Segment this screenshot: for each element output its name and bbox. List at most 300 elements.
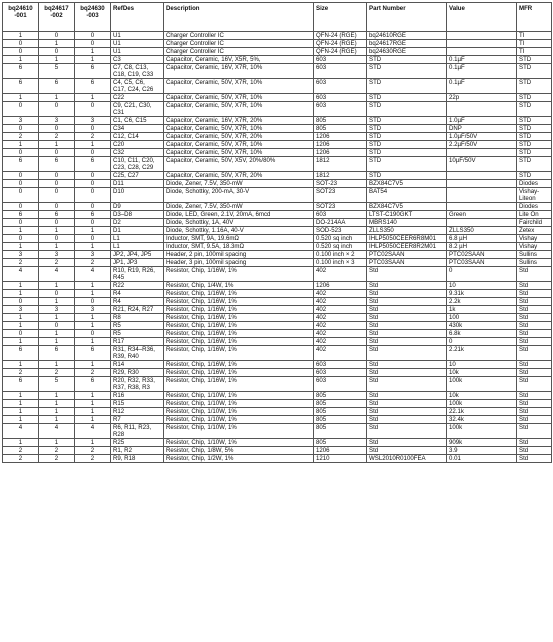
size-cell: QFN-24 (RGE) (314, 32, 367, 40)
table-row (3, 424, 552, 439)
qty-bq24617-cell: 2 (39, 447, 75, 455)
mfr-cell: Std (517, 439, 552, 447)
qty-bq24617-cell: 2 (39, 455, 75, 463)
part-number-cell: Std (367, 400, 447, 408)
table-row (3, 172, 552, 180)
qty-bq24610-cell: 1 (3, 290, 39, 298)
qty-bq24617-cell: 1 (39, 314, 75, 322)
mfr-cell: STD (517, 149, 552, 157)
table-row (3, 306, 552, 314)
description-cell: Capacitor, Ceramic, 16V, X7R, 20% (164, 117, 314, 125)
description-cell: Resistor, Chip, 1/10W, 1% (164, 392, 314, 400)
qty-bq24610-cell: 1 (3, 361, 39, 369)
mfr-cell: Std (517, 377, 552, 392)
value-cell: 6.8k (447, 330, 517, 338)
mfr-cell: Std (517, 416, 552, 424)
refdes-cell: C34 (111, 125, 164, 133)
description-cell: Diode, Schottky, 1A, 40V (164, 219, 314, 227)
qty-bq24630-cell: 1 (75, 408, 111, 416)
description-cell: Capacitor, Ceramic, 50V, X7R, 20% (164, 133, 314, 141)
qty-bq24610-cell: 1 (3, 243, 39, 251)
table-row (3, 157, 552, 172)
part-number-cell: STD (367, 56, 447, 64)
size-cell: 1206 (314, 141, 367, 149)
description-cell: Resistor, Chip, 1/10W, 1% (164, 439, 314, 447)
description-cell: Inductor, SMT, 9A, 19.6mΩ (164, 235, 314, 243)
refdes-cell: C4, C5, C6, C17, C24, C26 (111, 79, 164, 94)
qty-bq24617-cell: 0 (39, 48, 75, 56)
mfr-cell: TI (517, 40, 552, 48)
mfr-cell: Std (517, 346, 552, 361)
qty-bq24630-cell: 0 (75, 102, 111, 117)
refdes-cell: L1 (111, 243, 164, 251)
description-cell: Diode, Schottky, 1.16A, 40-V (164, 227, 314, 235)
table-row (3, 102, 552, 117)
qty-bq24610-cell: 1 (3, 338, 39, 346)
refdes-cell: R16 (111, 392, 164, 400)
qty-bq24610-cell: 0 (3, 298, 39, 306)
refdes-cell: JP1, JP3 (111, 259, 164, 267)
mfr-cell: Std (517, 306, 552, 314)
qty-bq24630-cell: 0 (75, 40, 111, 48)
table-row (3, 56, 552, 64)
size-cell: 603 (314, 79, 367, 94)
mfr-cell: STD (517, 56, 552, 64)
part-number-cell: IHLP5050CEER6R8M01 (367, 235, 447, 243)
qty-bq24610-cell: 2 (3, 369, 39, 377)
table-row (3, 40, 552, 48)
header-cell-value: Value (447, 3, 517, 32)
qty-bq24630-cell: 0 (75, 235, 111, 243)
mfr-cell: STD (517, 64, 552, 79)
qty-bq24610-cell: 0 (3, 40, 39, 48)
table-row (3, 361, 552, 369)
qty-bq24630-cell: 0 (75, 125, 111, 133)
qty-bq24617-cell: 0 (39, 172, 75, 180)
mfr-cell: Std (517, 392, 552, 400)
value-cell: 430k (447, 322, 517, 330)
refdes-cell: D1 (111, 227, 164, 235)
qty-bq24630-cell: 4 (75, 424, 111, 439)
value-cell: 100 (447, 314, 517, 322)
refdes-cell: R14 (111, 361, 164, 369)
mfr-cell: Vishay-Liteon (517, 188, 552, 203)
mfr-cell: Lite On (517, 211, 552, 219)
mfr-cell: STD (517, 157, 552, 172)
refdes-cell: R1, R2 (111, 447, 164, 455)
mfr-cell: Std (517, 290, 552, 298)
description-cell: Resistor, Chip, 1/16W, 1% (164, 306, 314, 314)
part-number-cell: WSL2010R0100FEA (367, 455, 447, 463)
part-number-cell: IHLP5050CEER8R2M01 (367, 243, 447, 251)
table-row (3, 94, 552, 102)
size-cell: 1812 (314, 172, 367, 180)
value-cell: 0.01 (447, 455, 517, 463)
part-number-cell: STD (367, 133, 447, 141)
qty-bq24610-cell: 0 (3, 180, 39, 188)
qty-bq24630-cell: 1 (75, 314, 111, 322)
description-cell: Diode, Zener, 7.5V, 350-mW (164, 180, 314, 188)
qty-bq24610-cell: 1 (3, 439, 39, 447)
refdes-cell: R5 (111, 322, 164, 330)
qty-bq24630-cell: 0 (75, 180, 111, 188)
table-row (3, 408, 552, 416)
size-cell: 0.100 inch × 3 (314, 259, 367, 267)
table-row (3, 314, 552, 322)
mfr-cell: Vishay (517, 243, 552, 251)
description-cell: Capacitor, Ceramic, 16V, X5R, 5%, (164, 56, 314, 64)
mfr-cell: Std (517, 424, 552, 439)
description-cell: Capacitor, Ceramic, 50V, X7R, 10% (164, 102, 314, 117)
size-cell: 402 (314, 314, 367, 322)
size-cell: 603 (314, 64, 367, 79)
mfr-cell: TI (517, 32, 552, 40)
value-cell: DNP (447, 125, 517, 133)
qty-bq24617-cell: 2 (39, 133, 75, 141)
qty-bq24610-cell: 6 (3, 377, 39, 392)
part-number-cell: STD (367, 102, 447, 117)
table-row (3, 117, 552, 125)
value-cell: 0 (447, 338, 517, 346)
qty-bq24630-cell: 0 (75, 188, 111, 203)
refdes-cell: R6, R11, R23, R28 (111, 424, 164, 439)
qty-bq24610-cell: 1 (3, 392, 39, 400)
qty-bq24610-cell: 6 (3, 79, 39, 94)
qty-bq24617-cell: 2 (39, 259, 75, 267)
mfr-cell: Std (517, 369, 552, 377)
qty-bq24610-cell: 1 (3, 416, 39, 424)
value-cell: 100k (447, 424, 517, 439)
description-cell: Charger Controller IC (164, 48, 314, 56)
qty-bq24630-cell: 6 (75, 157, 111, 172)
qty-bq24617-cell: 5 (39, 64, 75, 79)
refdes-cell: D9 (111, 203, 164, 211)
value-cell: 10k (447, 369, 517, 377)
qty-bq24617-cell: 6 (39, 157, 75, 172)
part-number-cell: PTC02SAAN (367, 251, 447, 259)
size-cell: 603 (314, 102, 367, 117)
mfr-cell: STD (517, 125, 552, 133)
size-cell: SOT23 (314, 203, 367, 211)
qty-bq24617-cell: 1 (39, 227, 75, 235)
qty-bq24610-cell: 0 (3, 125, 39, 133)
table-row (3, 392, 552, 400)
table-row (3, 32, 552, 40)
value-cell (447, 32, 517, 40)
table-row (3, 267, 552, 282)
qty-bq24630-cell: 0 (75, 149, 111, 157)
part-number-cell: STD (367, 125, 447, 133)
qty-bq24617-cell: 1 (39, 439, 75, 447)
size-cell: 603 (314, 94, 367, 102)
part-number-cell: STD (367, 117, 447, 125)
qty-bq24610-cell: 1 (3, 408, 39, 416)
qty-bq24610-cell: 3 (3, 306, 39, 314)
table-row (3, 322, 552, 330)
header-cell-part-number: Part Number (367, 3, 447, 32)
refdes-cell: C20 (111, 141, 164, 149)
qty-bq24630-cell: 0 (75, 203, 111, 211)
table-row (3, 251, 552, 259)
qty-bq24630-cell: 0 (75, 172, 111, 180)
qty-bq24630-cell: 6 (75, 377, 111, 392)
qty-bq24617-cell: 0 (39, 235, 75, 243)
value-cell: 0.1µF (447, 56, 517, 64)
description-cell: Diode, Zener, 7.5V, 350-mW (164, 203, 314, 211)
qty-bq24617-cell: 1 (39, 338, 75, 346)
mfr-cell: STD (517, 141, 552, 149)
refdes-cell: R9, R18 (111, 455, 164, 463)
size-cell: 603 (314, 369, 367, 377)
table-row (3, 369, 552, 377)
table-row (3, 338, 552, 346)
description-cell: Resistor, Chip, 1/4W, 1% (164, 282, 314, 290)
qty-bq24630-cell: 1 (75, 416, 111, 424)
qty-bq24617-cell: 0 (39, 125, 75, 133)
description-cell: Capacitor, Ceramic, 50V, X7R, 10% (164, 125, 314, 133)
refdes-cell: D10 (111, 188, 164, 203)
refdes-cell: JP2, JP4, JP5 (111, 251, 164, 259)
description-cell: Resistor, Chip, 1/16W, 1% (164, 338, 314, 346)
size-cell: 603 (314, 361, 367, 369)
qty-bq24617-cell: 1 (39, 330, 75, 338)
qty-bq24630-cell: 1 (75, 243, 111, 251)
part-number-cell: Std (367, 330, 447, 338)
part-number-cell: STD (367, 64, 447, 79)
table-row (3, 79, 552, 94)
refdes-cell: U1 (111, 32, 164, 40)
part-number-cell: Std (367, 282, 447, 290)
qty-bq24617-cell: 6 (39, 211, 75, 219)
size-cell: 805 (314, 392, 367, 400)
value-cell: 0 (447, 267, 517, 282)
qty-bq24617-cell: 4 (39, 424, 75, 439)
value-cell: 2.2k (447, 298, 517, 306)
value-cell: ZLLS350 (447, 227, 517, 235)
size-cell: SOD-523 (314, 227, 367, 235)
table-row (3, 243, 552, 251)
refdes-cell: R20, R32, R33, R37, R38, R3 (111, 377, 164, 392)
qty-bq24610-cell: 2 (3, 447, 39, 455)
qty-bq24610-cell: 0 (3, 102, 39, 117)
table-row (3, 64, 552, 79)
mfr-cell: Std (517, 330, 552, 338)
qty-bq24610-cell: 6 (3, 346, 39, 361)
size-cell: SOT23 (314, 188, 367, 203)
refdes-cell: D11 (111, 180, 164, 188)
qty-bq24610-cell: 1 (3, 227, 39, 235)
qty-bq24617-cell: 0 (39, 203, 75, 211)
mfr-cell: STD (517, 102, 552, 117)
qty-bq24630-cell: 0 (75, 298, 111, 306)
size-cell: 603 (314, 211, 367, 219)
size-cell: 603 (314, 377, 367, 392)
qty-bq24630-cell: 1 (75, 338, 111, 346)
header-cell-bq24617: bq24617 -002 (39, 3, 75, 32)
part-number-cell: BZX84C7V5 (367, 203, 447, 211)
part-number-cell: Std (367, 306, 447, 314)
qty-bq24610-cell: 0 (3, 330, 39, 338)
size-cell: SOT-23 (314, 180, 367, 188)
table-row (3, 235, 552, 243)
header-cell-bq24630: bq24630 -003 (75, 3, 111, 32)
header-cell-mfr: MFR (517, 3, 552, 32)
qty-bq24630-cell: 1 (75, 361, 111, 369)
value-cell: 0.1µF (447, 64, 517, 79)
mfr-cell: Std (517, 408, 552, 416)
qty-bq24630-cell: 1 (75, 400, 111, 408)
part-number-cell: Std (367, 439, 447, 447)
refdes-cell: R22 (111, 282, 164, 290)
refdes-cell: R5 (111, 330, 164, 338)
mfr-cell: Std (517, 455, 552, 463)
description-cell: Resistor, Chip, 1/10W, 1% (164, 400, 314, 408)
table-row (3, 48, 552, 56)
size-cell: 402 (314, 330, 367, 338)
header-row (3, 3, 552, 32)
refdes-cell: C10, C11, C20, C23, C28, C29 (111, 157, 164, 172)
description-cell: Capacitor, Ceramic, 50V, X7R, 10% (164, 149, 314, 157)
size-cell: 805 (314, 416, 367, 424)
refdes-cell: R8 (111, 314, 164, 322)
part-number-cell: STD (367, 94, 447, 102)
mfr-cell: Std (517, 447, 552, 455)
mfr-cell: Sullins (517, 259, 552, 267)
qty-bq24617-cell: 0 (39, 180, 75, 188)
mfr-cell: Std (517, 338, 552, 346)
qty-bq24617-cell: 0 (39, 188, 75, 203)
qty-bq24610-cell: 0 (3, 188, 39, 203)
qty-bq24630-cell: 1 (75, 56, 111, 64)
mfr-cell: STD (517, 172, 552, 180)
qty-bq24630-cell: 1 (75, 94, 111, 102)
description-cell: Resistor, Chip, 1/16W, 1% (164, 346, 314, 361)
qty-bq24630-cell: 0 (75, 330, 111, 338)
refdes-cell: L1 (111, 235, 164, 243)
description-cell: Resistor, Chip, 1/16W, 1% (164, 322, 314, 330)
mfr-cell: STD (517, 79, 552, 94)
size-cell: 805 (314, 400, 367, 408)
qty-bq24617-cell: 1 (39, 56, 75, 64)
qty-bq24630-cell: 1 (75, 141, 111, 149)
value-cell: 10 (447, 282, 517, 290)
qty-bq24610-cell: 0 (3, 149, 39, 157)
qty-bq24630-cell: 3 (75, 306, 111, 314)
table-row (3, 416, 552, 424)
description-cell: Capacitor, Ceramic, 50V, X7R, 10% (164, 79, 314, 94)
qty-bq24617-cell: 1 (39, 298, 75, 306)
part-number-cell: STD (367, 149, 447, 157)
qty-bq24610-cell: 1 (3, 94, 39, 102)
part-number-cell: Std (367, 361, 447, 369)
qty-bq24630-cell: 1 (75, 282, 111, 290)
size-cell: 0.100 inch × 2 (314, 251, 367, 259)
table-row (3, 188, 552, 203)
description-cell: Capacitor, Ceramic, 50V, X5V, 20%/80% (164, 157, 314, 172)
description-cell: Resistor, Chip, 1/16W, 1% (164, 369, 314, 377)
qty-bq24610-cell: 1 (3, 141, 39, 149)
description-cell: Resistor, Chip, 1/2W, 1% (164, 455, 314, 463)
value-cell: 9.31k (447, 290, 517, 298)
qty-bq24630-cell: 6 (75, 211, 111, 219)
qty-bq24610-cell: 1 (3, 56, 39, 64)
part-number-cell: Std (367, 314, 447, 322)
description-cell: Resistor, Chip, 1/10W, 1% (164, 424, 314, 439)
qty-bq24617-cell: 1 (39, 400, 75, 408)
qty-bq24630-cell: 1 (75, 322, 111, 330)
value-cell (447, 188, 517, 203)
mfr-cell: Std (517, 361, 552, 369)
header-cell-description: Description (164, 3, 314, 32)
part-number-cell: STD (367, 141, 447, 149)
qty-bq24610-cell: 2 (3, 455, 39, 463)
table-row (3, 377, 552, 392)
refdes-cell: R4 (111, 298, 164, 306)
header-cell-refdes: RefDes (111, 3, 164, 32)
table-row (3, 141, 552, 149)
value-cell: PTC02SAAN (447, 251, 517, 259)
value-cell (447, 203, 517, 211)
qty-bq24617-cell: 1 (39, 361, 75, 369)
mfr-cell: Sullins (517, 251, 552, 259)
part-number-cell: STD (367, 157, 447, 172)
table-row (3, 400, 552, 408)
part-number-cell: Std (367, 369, 447, 377)
table-row (3, 290, 552, 298)
qty-bq24610-cell: 6 (3, 157, 39, 172)
refdes-cell: C25, C27 (111, 172, 164, 180)
part-number-cell: bq24610RGE (367, 32, 447, 40)
description-cell: Header, 3 pin, 100mil spacing (164, 259, 314, 267)
qty-bq24617-cell: 0 (39, 32, 75, 40)
part-number-cell: Std (367, 377, 447, 392)
qty-bq24610-cell: 3 (3, 251, 39, 259)
qty-bq24630-cell: 1 (75, 439, 111, 447)
part-number-cell: bq24617RGE (367, 40, 447, 48)
qty-bq24630-cell: 2 (75, 369, 111, 377)
size-cell: 0.520 sq inch (314, 235, 367, 243)
qty-bq24610-cell: 1 (3, 400, 39, 408)
description-cell: Resistor, Chip, 1/10W, 1% (164, 416, 314, 424)
bom-table-body (3, 32, 552, 463)
qty-bq24617-cell: 3 (39, 117, 75, 125)
qty-bq24610-cell: 6 (3, 211, 39, 219)
mfr-cell: Std (517, 400, 552, 408)
value-cell (447, 172, 517, 180)
description-cell: Resistor, Chip, 1/10W, 1% (164, 408, 314, 416)
value-cell: 1.0µF (447, 117, 517, 125)
description-cell: Resistor, Chip, 1/16W, 1% (164, 267, 314, 282)
part-number-cell: Std (367, 408, 447, 416)
qty-bq24617-cell: 0 (39, 290, 75, 298)
refdes-cell: R25 (111, 439, 164, 447)
description-cell: Resistor, Chip, 1/16W, 1% (164, 377, 314, 392)
table-row (3, 227, 552, 235)
value-cell: 10 (447, 361, 517, 369)
refdes-cell: C12, C14 (111, 133, 164, 141)
part-number-cell: Std (367, 346, 447, 361)
refdes-cell: D3–D8 (111, 211, 164, 219)
qty-bq24610-cell: 4 (3, 424, 39, 439)
size-cell: 1210 (314, 455, 367, 463)
description-cell: Diode, Schottky, 200-mA, 30-V (164, 188, 314, 203)
table-row (3, 149, 552, 157)
refdes-cell: R29, R30 (111, 369, 164, 377)
qty-bq24617-cell: 1 (39, 94, 75, 102)
description-cell: Capacitor, Ceramic, 16V, X7R, 10% (164, 64, 314, 79)
value-cell: PTC03SAAN (447, 259, 517, 267)
description-cell: Charger Controller IC (164, 32, 314, 40)
